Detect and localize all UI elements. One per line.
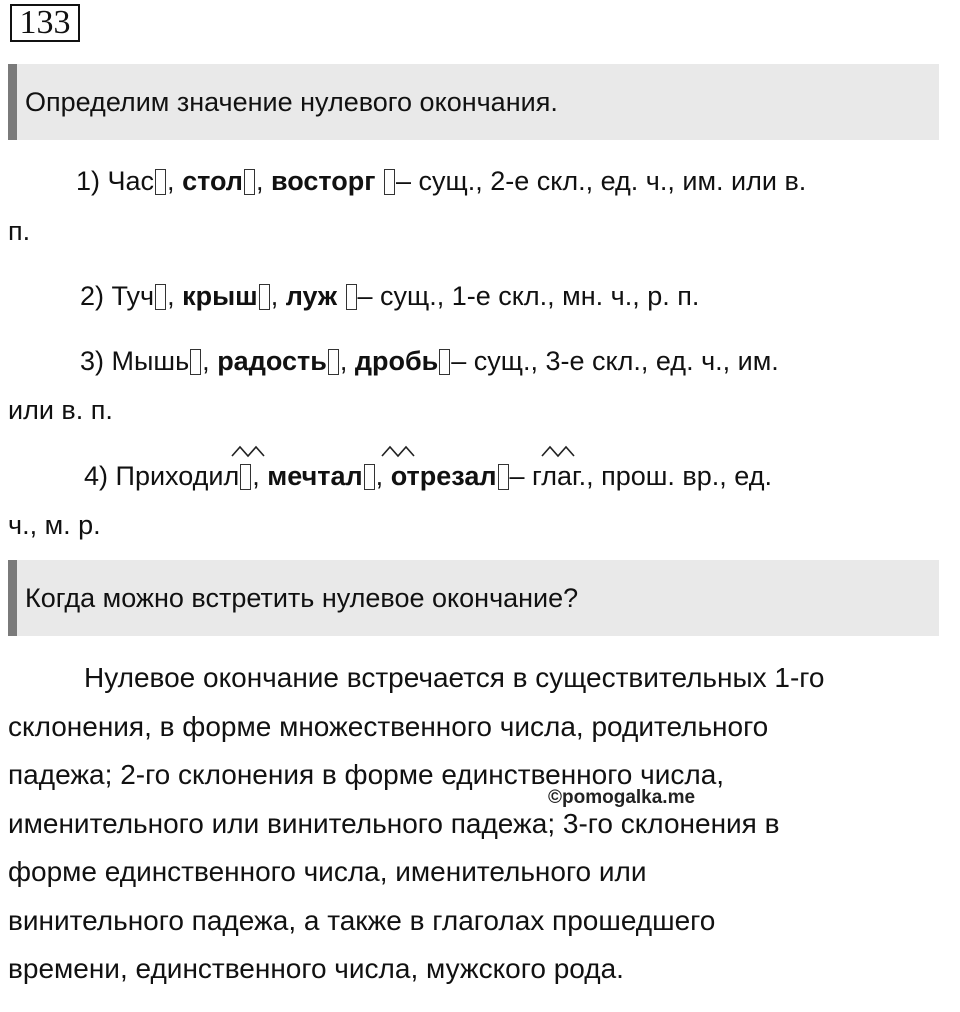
word-bold: восторг — [270, 166, 376, 196]
item-3-continuation: или в. п. — [8, 395, 113, 425]
word-bold: радость — [217, 346, 327, 376]
paragraph-line: склонения, в форме множественного числа, родительного — [8, 710, 769, 742]
item-description: – глаг., прош. вр., ед. — [509, 461, 772, 491]
section-heading-2 — [8, 560, 939, 636]
word: Туч — [111, 281, 155, 311]
suffix-mark-icon — [380, 444, 420, 458]
suffix-mark-icon — [540, 444, 580, 458]
zero-ending-box — [155, 284, 166, 310]
item-1-continuation: п. — [8, 216, 31, 246]
word-bold: отрезал — [390, 461, 497, 491]
word-bold: стол — [182, 166, 243, 196]
item-number: 2) — [80, 281, 105, 311]
zero-ending-box — [364, 464, 375, 490]
section-heading-1-text: Определим значение нулевого окончания. — [25, 86, 558, 117]
paragraph-line: падежа; 2-го склонения в форме единственного числа, — [8, 759, 725, 790]
comma: , — [270, 281, 279, 311]
answer-paragraph — [8, 654, 824, 994]
word: Час — [107, 166, 155, 196]
word-bold: луж — [285, 281, 338, 311]
zero-ending-box — [244, 169, 255, 195]
zero-ending-box — [439, 349, 450, 375]
item-3 — [80, 346, 779, 376]
zero-ending-box — [384, 169, 395, 195]
comma: , — [255, 166, 264, 196]
item-description: – сущ., 3-е скл., ед. ч., им. — [451, 346, 779, 376]
comma: , — [375, 461, 384, 491]
suffix-mark-icon — [230, 444, 270, 458]
item-4-continuation: ч., м. р. — [8, 510, 101, 540]
item-1 — [76, 166, 806, 196]
paragraph-line: времени, единственного числа, мужского рода. — [8, 953, 624, 984]
item-number: 4) — [84, 461, 109, 491]
paragraph-line: Нулевое окончание встречается в существительных 1-го — [84, 662, 825, 693]
item-number: 1) — [76, 166, 101, 196]
section-heading-2-text: Когда можно встретить нулевое окончание? — [25, 582, 579, 613]
comma: , — [202, 346, 210, 376]
item-number: 3) — [80, 346, 105, 376]
word-bold: дробь — [354, 346, 439, 376]
item-description: – сущ., 1-е скл., мн. ч., р. п. — [357, 281, 700, 311]
zero-ending-box — [259, 284, 270, 310]
section-heading-1 — [8, 64, 939, 140]
zero-ending-box — [498, 464, 509, 490]
watermark: ©pomogalka.me — [548, 787, 696, 808]
paragraph-line: форме единственного числа, именительного или — [8, 856, 647, 887]
item-2 — [80, 281, 699, 311]
comma: , — [339, 346, 348, 376]
item-4 — [84, 461, 772, 491]
zero-ending-box — [190, 349, 201, 375]
zero-ending-box — [328, 349, 339, 375]
word-bold: мечтал — [267, 461, 363, 491]
item-description: – сущ., 2-е скл., ед. ч., им. или в. — [395, 166, 807, 196]
paragraph-line: именительного или винительного падежа; 3-го склонения в — [8, 807, 780, 839]
zero-ending-box — [240, 464, 251, 490]
word: Мышь — [111, 346, 190, 376]
paragraph-line: винительного падежа, а также в глаголах прошедшего — [8, 904, 716, 936]
word-bold: крыш — [182, 281, 258, 311]
word: Приходил — [115, 461, 240, 491]
comma: , — [167, 281, 175, 311]
comma: , — [167, 166, 175, 196]
zero-ending-box — [346, 284, 357, 310]
exercise-number: 133 — [10, 4, 80, 42]
zero-ending-box — [155, 169, 166, 195]
comma: , — [252, 461, 260, 491]
